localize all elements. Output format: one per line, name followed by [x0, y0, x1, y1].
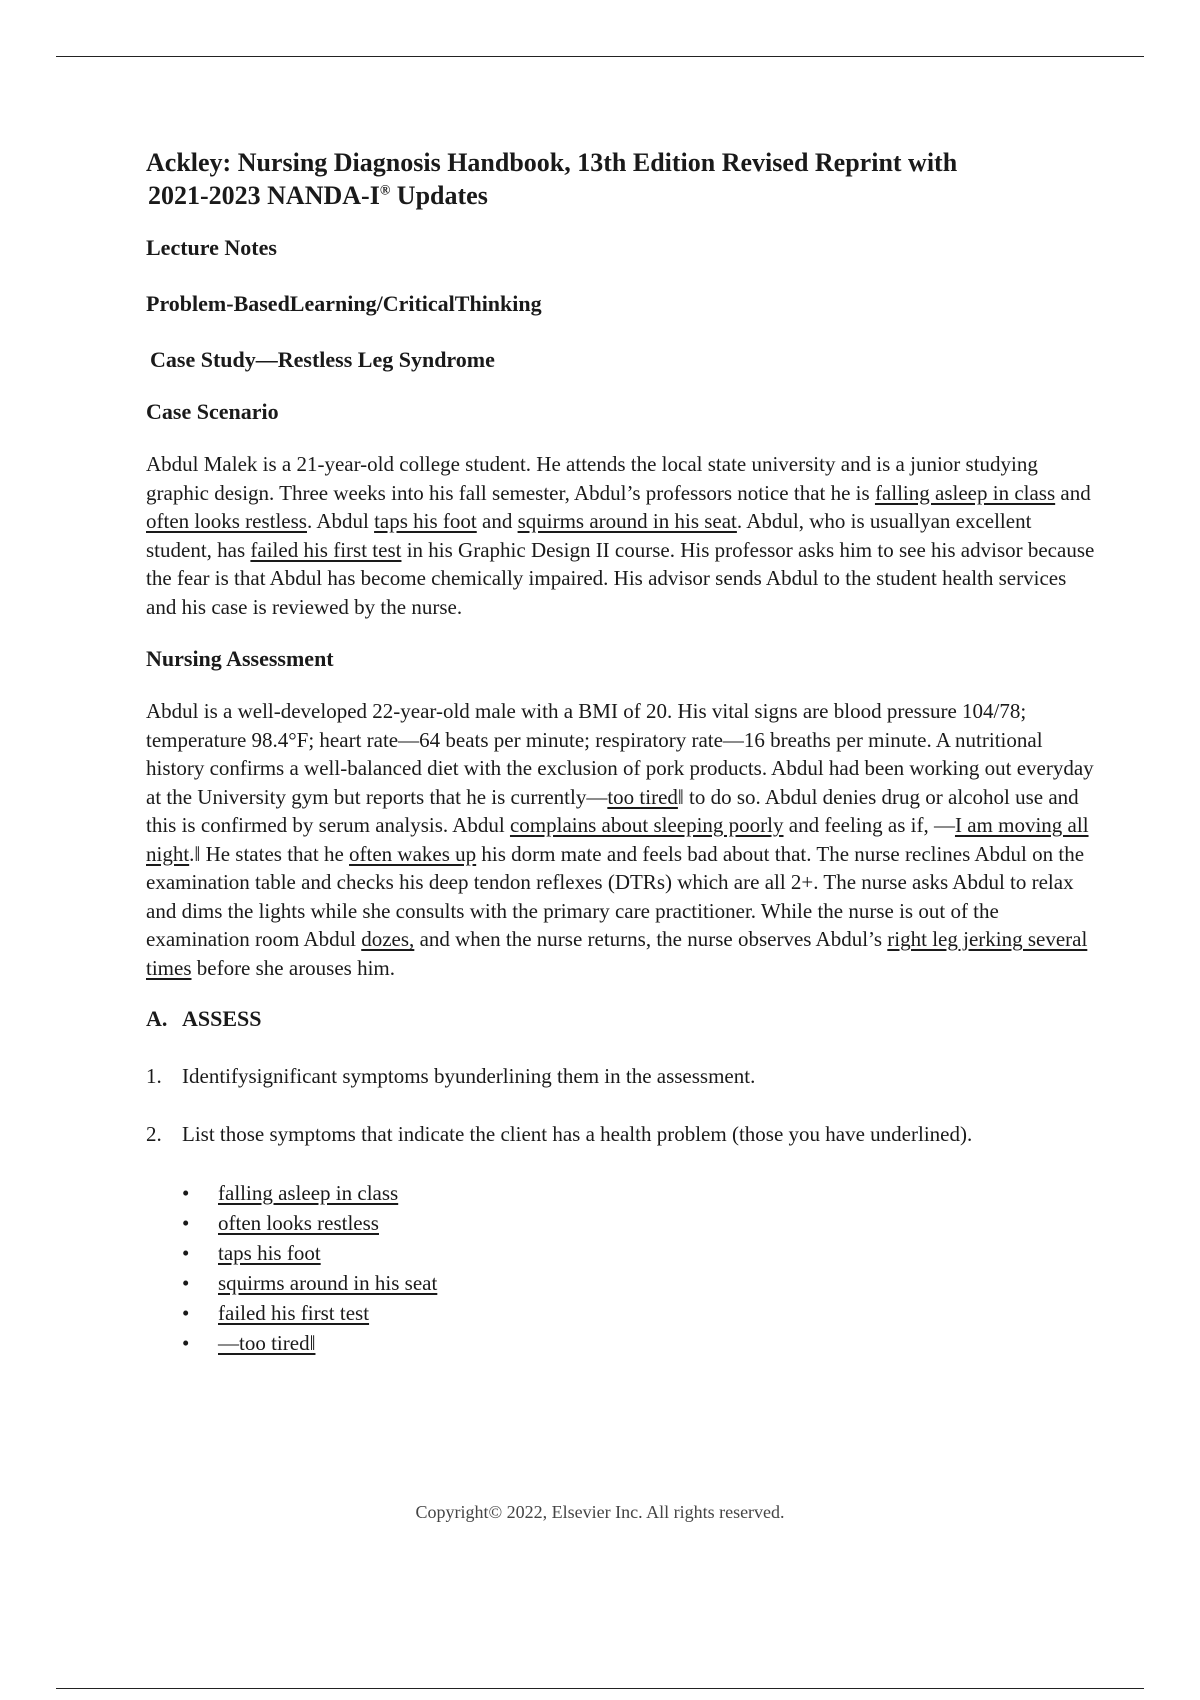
- list-item: [182, 1178, 1096, 1208]
- list-item: [182, 1298, 1096, 1328]
- list-item: [182, 1328, 1096, 1358]
- text-segment: ‖ to do so. Abdul denies drug or alcohol use and this is confirmed by serum analysis. Abdul: [146, 784, 1079, 837]
- text-segment: before she arouses him.: [191, 955, 396, 980]
- symptom-list: [182, 1178, 1096, 1358]
- symptom-text: squirms around in his seat: [218, 1271, 438, 1295]
- section-assess-heading: [146, 1006, 1096, 1032]
- underlined-symptom: dozes,: [361, 927, 415, 951]
- underlined-symptom: falling asleep in class: [874, 480, 1056, 505]
- symptom-text: often looks restless: [218, 1211, 379, 1235]
- question-1: [146, 1062, 1096, 1090]
- nursing-assessment-heading: Nursing Assessment: [146, 646, 334, 671]
- text-segment: Abdul Malek is a 21-year-old college student. He attends the local state university and is a junior studying graphic design. Three weeks into his fall semester, Abdul’s professors notice that he is: [146, 452, 1038, 505]
- text-segment: and feeling as if, —: [783, 813, 955, 837]
- underlined-symptom: taps his foot: [374, 509, 477, 533]
- copyright-footer: Copyright© 2022, Elsevier Inc. All rights reserved.: [415, 1502, 785, 1522]
- list-item: [182, 1238, 1096, 1268]
- lecture-notes-heading: Lecture Notes: [146, 235, 277, 260]
- bullet: •: [182, 1331, 190, 1355]
- title-line-2-end: Updates: [390, 181, 488, 210]
- underlined-symptom: too tired: [607, 784, 678, 809]
- text-segment: his dorm mate and feels bad about that. The nurse reclines Abdul on the examination table and checks his deep tendon reflexes (DTRs) which are all 2+. The nurse asks Abdul to relax and dims the lights while she consults with the primary care practitioner. While the nurse is out of the examination room Abdul: [146, 841, 1085, 951]
- question-text: List those symptoms that indicate the client has a health problem (those you have underlined).: [182, 1122, 973, 1146]
- title-line-1: Ackley: Nursing Diagnosis Handbook, 13th Edition Revised Reprint with: [146, 148, 958, 177]
- text-segment: Abdul is a well-developed 22-year-old male with a BMI of 20. His vital signs are blood pressure 104/78; temperature 98.4°F; heart rate—64 beats per minute; respiratory rate—16 breaths per minute. A nutritional history confirms a well-balanced diet with the exclusion of pork products. Abdul had been working out everyday at the University gym but reports that he is currently—: [146, 699, 1094, 809]
- document-body: [146, 146, 1096, 1358]
- text-segment: . Abdul: [306, 509, 375, 533]
- underlined-symptom: often looks restless: [146, 509, 307, 533]
- bullet: •: [182, 1301, 190, 1325]
- nursing-assessment-paragraph: [146, 697, 1096, 982]
- top-rule: [56, 56, 1144, 57]
- list-item: [182, 1208, 1096, 1238]
- bullet: •: [182, 1271, 190, 1295]
- underlined-symptom: failed his first test: [250, 537, 402, 562]
- bullet: •: [182, 1211, 190, 1235]
- symptom-text: falling asleep in class: [218, 1181, 399, 1205]
- underlined-symptom: often wakes up: [349, 841, 477, 866]
- section-letter: A.: [146, 1006, 168, 1031]
- title-line-2-text: 2021-2023 NANDA-I: [148, 181, 380, 210]
- question-text: Identifysignificant symptoms byunderlining them in the assessment.: [182, 1064, 756, 1088]
- text-segment: and: [476, 509, 518, 533]
- text-segment: .‖ He states that he: [189, 841, 350, 866]
- case-scenario-paragraph: [146, 450, 1096, 621]
- bullet: •: [182, 1181, 190, 1205]
- text-segment: in his Graphic Design II course. His professor asks him to see his advisor because the fear is that Abdul has become chemically impaired. His advisor sends Abdul to the student health services and his case is reviewed by the nurse.: [146, 537, 1095, 619]
- question-number: 1.: [146, 1064, 162, 1088]
- question-2: [146, 1120, 1096, 1148]
- case-study-heading: Case Study—Restless Leg Syndrome: [150, 347, 495, 372]
- case-scenario-heading: Case Scenario: [146, 399, 279, 424]
- section-title: ASSESS: [182, 1006, 262, 1031]
- bottom-rule: [56, 1688, 1144, 1689]
- text-segment: and: [1055, 480, 1091, 505]
- symptom-text: taps his foot: [218, 1241, 321, 1265]
- underlined-symptom: complains about sleeping poorly: [509, 813, 784, 837]
- text-segment: . Abdul, who is usuallyan excellent student, has: [146, 509, 1032, 562]
- document-title: [146, 146, 1096, 212]
- registered-mark: ®: [379, 183, 391, 199]
- bullet: •: [182, 1241, 190, 1265]
- underlined-symptom: right leg jerking several times: [146, 927, 1088, 980]
- list-item: [182, 1268, 1096, 1298]
- symptom-text: failed his first test: [218, 1301, 370, 1325]
- symptom-text: —too tired‖: [218, 1331, 316, 1355]
- underlined-symptom: I am moving all night: [146, 813, 1089, 866]
- pbl-heading: Problem-BasedLearning/CriticalThinking: [146, 291, 542, 316]
- title-line-2: [146, 179, 1096, 212]
- question-number: 2.: [146, 1122, 162, 1146]
- underlined-symptom: squirms around in his seat: [517, 509, 737, 533]
- text-segment: and when the nurse returns, the nurse observes Abdul’s: [414, 927, 888, 951]
